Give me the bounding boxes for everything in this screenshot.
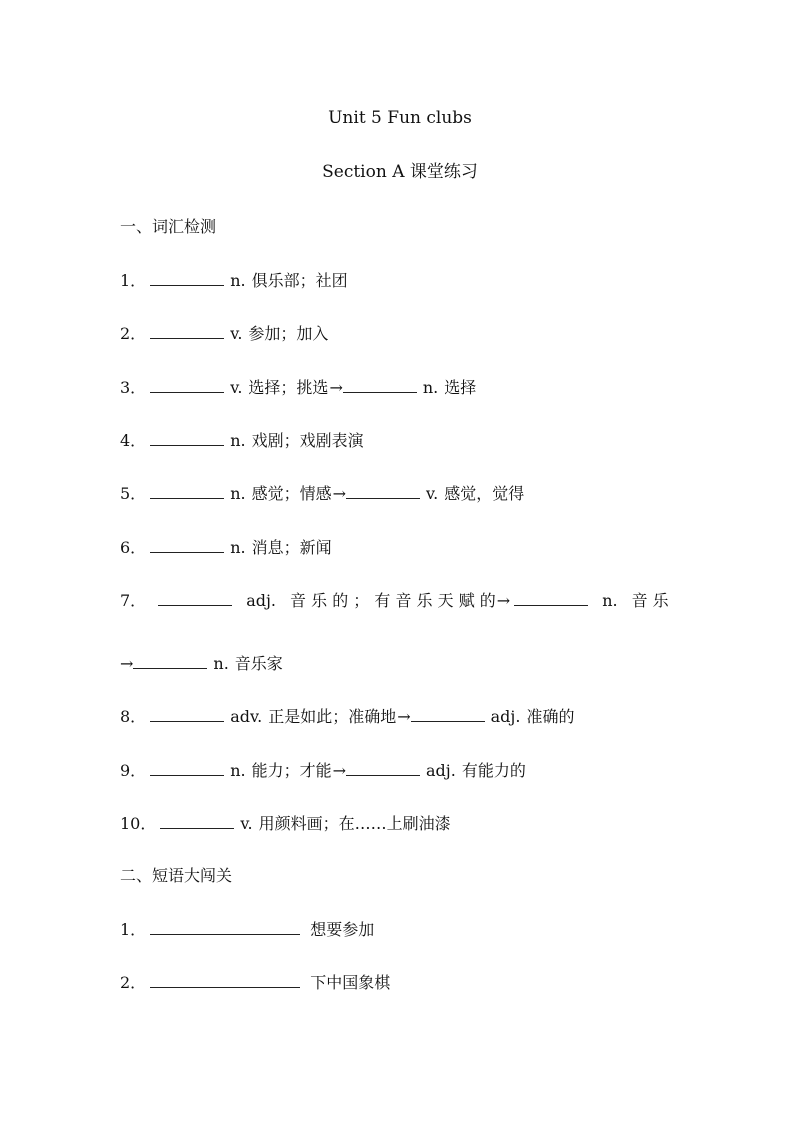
part-of-speech: v. (230, 378, 243, 397)
vocab-item-4 (120, 430, 690, 451)
part-of-speech-derived: adj. (490, 707, 521, 726)
vocab-item-6 (120, 537, 690, 558)
item-number: 9． (120, 761, 147, 780)
answer-blank[interactable] (150, 377, 224, 393)
item-meaning: 参加；加入 (248, 324, 329, 343)
vocab-item-7 (120, 590, 690, 611)
item-number: 10． (120, 814, 157, 833)
section-heading-text: 一、词汇检测 (120, 217, 217, 236)
item-meaning-derived: 有能力的 (461, 761, 526, 780)
item-meaning: 感觉；情感 (251, 484, 332, 503)
arrow-icon: → (332, 484, 346, 503)
answer-blank[interactable] (158, 590, 232, 606)
item-number: 5． (120, 484, 147, 503)
part-of-speech: n. (230, 431, 246, 450)
answer-blank-derived[interactable] (346, 483, 420, 499)
answer-blank[interactable] (150, 430, 224, 446)
part-of-speech-derived: adj. (426, 761, 456, 780)
part-of-speech: n. (230, 538, 246, 557)
document-title: Unit 5 Fun clubs (328, 108, 472, 128)
vocab-item-3 (120, 377, 690, 398)
part-of-speech: n. (230, 761, 246, 780)
item-meaning: 能力；才能 (251, 761, 332, 780)
item-meaning-derived: 感觉，觉得 (444, 484, 525, 503)
item-meaning: 用颜料画；在……上刷油漆 (258, 814, 451, 833)
item-meaning: 下中国象棋 (310, 973, 391, 992)
item-meaning: 正是如此；准确地 (268, 707, 397, 726)
item-meaning: 戏剧；戏剧表演 (251, 431, 364, 450)
item-number: 4． (120, 431, 147, 450)
item-meaning: 音 乐 的 ； 有 音 乐 天 赋 的 (290, 591, 496, 610)
arrow-icon: → (496, 591, 511, 610)
part-of-speech: adv. (230, 707, 263, 726)
phrase-item-1 (120, 919, 690, 940)
vocab-item-10 (120, 813, 690, 834)
vocab-item-1 (120, 270, 690, 291)
item-meaning: 俱乐部；社团 (251, 271, 348, 290)
item-number: 2． (120, 324, 147, 343)
section-heading-vocabulary (120, 217, 690, 237)
phrase-item-2 (120, 972, 690, 993)
part-of-speech-derived-2: n. (213, 654, 229, 673)
item-meaning-derived: 准确的 (526, 707, 575, 726)
answer-blank[interactable] (150, 919, 300, 935)
answer-blank-derived[interactable] (411, 706, 485, 722)
vocab-item-7-continuation (120, 653, 690, 674)
item-meaning: 消息；新闻 (251, 538, 332, 557)
part-of-speech: n. (230, 484, 246, 503)
answer-blank[interactable] (150, 972, 300, 988)
part-of-speech: n. (230, 271, 246, 290)
item-number: 2． (120, 973, 147, 992)
arrow-icon: → (120, 654, 134, 673)
part-of-speech-derived: n. (602, 591, 618, 610)
answer-blank[interactable] (150, 483, 224, 499)
item-number: 7． (120, 591, 147, 610)
part-of-speech-derived: v. (426, 484, 439, 503)
vocab-item-5 (120, 483, 690, 504)
item-number: 6． (120, 538, 147, 557)
vocab-item-9 (120, 760, 690, 781)
part-of-speech: adj. (246, 591, 277, 610)
item-meaning-derived: 选择 (444, 378, 477, 397)
item-meaning: 想要参加 (310, 920, 375, 939)
part-of-speech-derived: n. (422, 378, 439, 397)
answer-blank[interactable] (150, 760, 224, 776)
item-number: 3． (120, 378, 147, 397)
section-heading-phrases (120, 866, 690, 886)
item-number: 8． (120, 707, 147, 726)
section-heading-text: 二、短语大闯关 (120, 866, 233, 885)
answer-blank-derived-2[interactable] (133, 653, 207, 669)
answer-blank-derived[interactable] (343, 377, 417, 393)
document-subtitle: Section A 课堂练习 (322, 162, 478, 182)
item-meaning-derived: 音 乐 (631, 591, 669, 610)
vocab-item-2 (120, 323, 690, 344)
item-meaning-derived-2: 音乐家 (234, 654, 283, 673)
answer-blank-derived[interactable] (514, 590, 588, 606)
part-of-speech: v. (240, 814, 253, 833)
item-number: 1． (120, 920, 147, 939)
part-of-speech: v. (230, 324, 243, 343)
answer-blank-derived[interactable] (346, 760, 420, 776)
arrow-icon: → (329, 378, 343, 397)
arrow-icon: → (397, 707, 411, 726)
answer-blank[interactable] (150, 323, 224, 339)
answer-blank[interactable] (150, 706, 224, 722)
answer-blank[interactable] (160, 813, 234, 829)
vocab-item-8 (120, 706, 690, 727)
answer-blank[interactable] (150, 270, 224, 286)
arrow-icon: → (332, 761, 346, 780)
answer-blank[interactable] (150, 537, 224, 553)
item-number: 1． (120, 271, 147, 290)
item-meaning: 选择；挑选 (248, 378, 329, 397)
